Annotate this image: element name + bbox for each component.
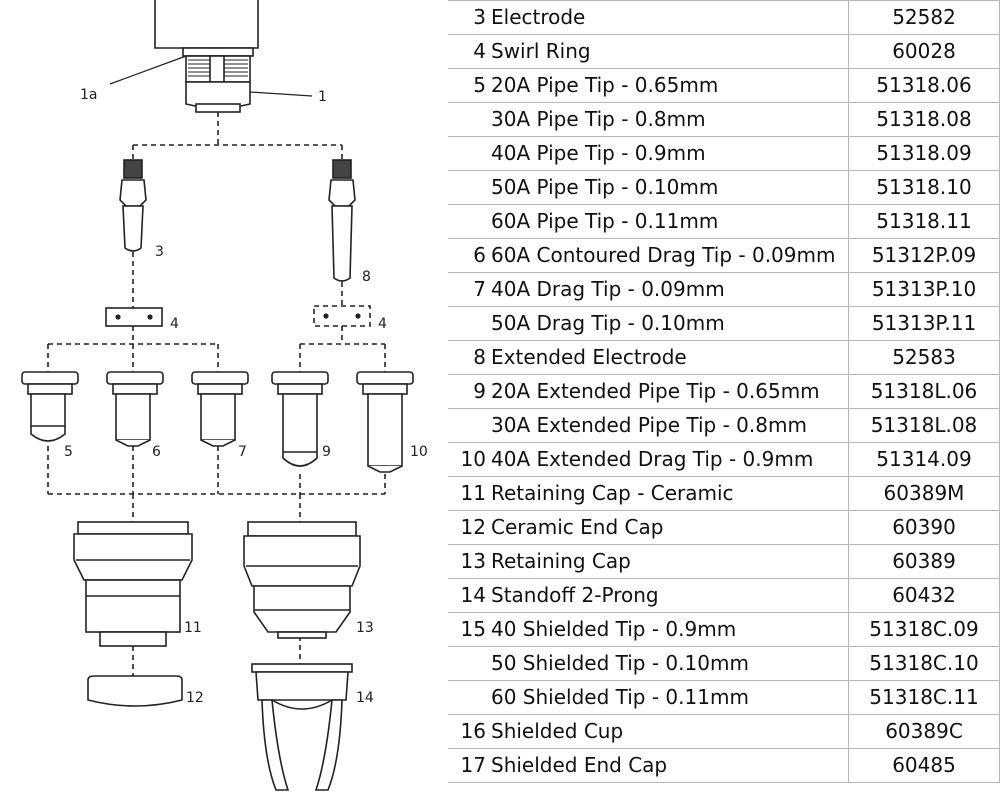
part-number: 60028 [849, 35, 1000, 69]
item-description: 30A Pipe Tip - 0.8mm [491, 103, 849, 137]
label-7: 7 [238, 444, 247, 460]
item-description: 50 Shielded Tip - 0.10mm [491, 647, 849, 681]
item-description: 60A Pipe Tip - 0.11mm [491, 205, 849, 239]
table-row [448, 1, 1000, 35]
table-row [448, 239, 1000, 273]
item-description: Swirl Ring [491, 35, 849, 69]
part-number: 51318.10 [849, 171, 1000, 205]
item-description: 40A Extended Drag Tip - 0.9mm [491, 443, 849, 477]
item-description: Retaining Cap - Ceramic [491, 477, 849, 511]
part-number: 51314.09 [849, 443, 1000, 477]
tip-6 [107, 372, 163, 446]
table-row [448, 171, 1000, 205]
label-4: 4 [170, 316, 179, 332]
table-row [448, 307, 1000, 341]
part-number: 51318.06 [849, 69, 1000, 103]
part-number: 51318C.10 [849, 647, 1000, 681]
part-number: 51312P.09 [849, 239, 1000, 273]
label-14: 14 [356, 690, 374, 706]
table-row [448, 35, 1000, 69]
electrode-3 [120, 160, 146, 251]
table-row [448, 715, 1000, 749]
item-number: 9 [448, 375, 491, 409]
item-number: 17 [448, 749, 491, 783]
part-number: 60432 [849, 579, 1000, 613]
part-number: 51318L.08 [849, 409, 1000, 443]
item-description: Extended Electrode [491, 341, 849, 375]
item-number: 8 [448, 341, 491, 375]
item-number [448, 103, 491, 137]
table-row [448, 205, 1000, 239]
item-description: 40 Shielded Tip - 0.9mm [491, 613, 849, 647]
item-number: 11 [448, 477, 491, 511]
label-4-ext: 4 [378, 316, 387, 332]
table-row [448, 273, 1000, 307]
table-row [448, 511, 1000, 545]
table-row [448, 613, 1000, 647]
parts-table [448, 0, 1000, 783]
leader-1a [110, 56, 186, 84]
item-number [448, 171, 491, 205]
item-number: 12 [448, 511, 491, 545]
item-number: 16 [448, 715, 491, 749]
item-number: 10 [448, 443, 491, 477]
label-5: 5 [64, 444, 73, 460]
item-number [448, 647, 491, 681]
tip-5 [22, 372, 78, 441]
part-number: 51318C.11 [849, 681, 1000, 715]
part-number: 60389C [849, 715, 1000, 749]
part-number: 52582 [849, 1, 1000, 35]
item-description: 20A Extended Pipe Tip - 0.65mm [491, 375, 849, 409]
part-number: 51318.08 [849, 103, 1000, 137]
item-description: Electrode [491, 1, 849, 35]
item-number: 15 [448, 613, 491, 647]
item-description: 60 Shielded Tip - 0.11mm [491, 681, 849, 715]
item-number [448, 137, 491, 171]
part-number: 51318L.06 [849, 375, 1000, 409]
part-number: 60389 [849, 545, 1000, 579]
table-row [448, 103, 1000, 137]
table-row [448, 477, 1000, 511]
label-10: 10 [410, 444, 428, 460]
item-number: 4 [448, 35, 491, 69]
item-number: 13 [448, 545, 491, 579]
label-12: 12 [186, 690, 204, 706]
item-number: 5 [448, 69, 491, 103]
label-6: 6 [152, 444, 161, 460]
item-number: 7 [448, 273, 491, 307]
exploded-parts-diagram [0, 0, 448, 809]
item-number: 6 [448, 239, 491, 273]
label-11: 11 [184, 620, 202, 636]
table-row [448, 647, 1000, 681]
table-row [448, 375, 1000, 409]
item-description: 30A Extended Pipe Tip - 0.8mm [491, 409, 849, 443]
item-number [448, 681, 491, 715]
item-description: Shielded End Cap [491, 749, 849, 783]
table-row [448, 545, 1000, 579]
part-number: 60485 [849, 749, 1000, 783]
tip-10 [357, 372, 413, 472]
item-description: 50A Drag Tip - 0.10mm [491, 307, 849, 341]
swirl-ring-4-ext [314, 306, 370, 326]
part-number: 60389M [849, 477, 1000, 511]
item-description: 20A Pipe Tip - 0.65mm [491, 69, 849, 103]
standoff-14 [252, 664, 352, 790]
retaining-cap-ceramic-11 [74, 522, 192, 646]
swirl-ring-4 [106, 308, 162, 326]
item-description: Standoff 2-Prong [491, 579, 849, 613]
table-row [448, 137, 1000, 171]
part-number: 51318.11 [849, 205, 1000, 239]
item-description: Ceramic End Cap [491, 511, 849, 545]
table-row [448, 69, 1000, 103]
item-number: 3 [448, 1, 491, 35]
part-number: 51318C.09 [849, 613, 1000, 647]
tip-9 [272, 372, 328, 466]
tip-7 [192, 372, 248, 446]
table-row [448, 443, 1000, 477]
part-number: 51313P.11 [849, 307, 1000, 341]
table-row [448, 579, 1000, 613]
item-number: 14 [448, 579, 491, 613]
part-number: 51313P.10 [849, 273, 1000, 307]
item-description: Retaining Cap [491, 545, 849, 579]
item-number [448, 307, 491, 341]
part-number: 51318.09 [849, 137, 1000, 171]
label-3: 3 [155, 244, 164, 260]
label-13: 13 [356, 620, 374, 636]
label-1a: 1a [80, 87, 98, 103]
table-row [448, 341, 1000, 375]
table-row [448, 681, 1000, 715]
table-row [448, 409, 1000, 443]
leader-1 [250, 92, 312, 96]
label-9: 9 [322, 444, 331, 460]
retaining-cap-13 [244, 522, 360, 638]
label-8: 8 [362, 269, 371, 285]
table-row [448, 749, 1000, 783]
item-description: 50A Pipe Tip - 0.10mm [491, 171, 849, 205]
part-number: 52583 [849, 341, 1000, 375]
item-description: Shielded Cup [491, 715, 849, 749]
item-number [448, 205, 491, 239]
part-number: 60390 [849, 511, 1000, 545]
item-description: 40A Drag Tip - 0.09mm [491, 273, 849, 307]
extended-electrode-8 [329, 160, 355, 281]
item-description: 40A Pipe Tip - 0.9mm [491, 137, 849, 171]
item-number [448, 409, 491, 443]
ceramic-end-cap-12 [88, 676, 182, 706]
label-1: 1 [318, 89, 327, 105]
torch-head [155, 0, 258, 112]
item-description: 60A Contoured Drag Tip - 0.09mm [491, 239, 849, 273]
